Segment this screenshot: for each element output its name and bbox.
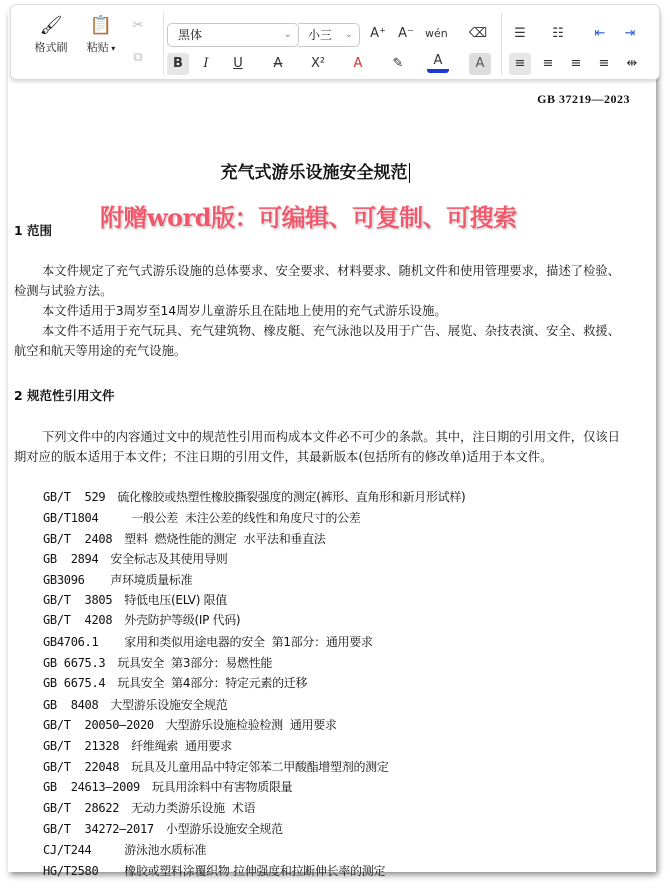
reference-item bbox=[43, 758, 389, 775]
reference-code: GB 8408 bbox=[43, 698, 99, 712]
align-center-icon[interactable]: ≡ bbox=[542, 56, 554, 71]
reference-title: 玩具安全 第3部分：易燃性能 bbox=[117, 656, 273, 670]
underline-icon[interactable]: U bbox=[233, 56, 243, 71]
highlight-icon[interactable]: ✎ bbox=[392, 56, 404, 71]
cut-icon[interactable]: ✂ bbox=[132, 18, 144, 33]
reference-item bbox=[43, 530, 326, 547]
italic-icon[interactable]: I bbox=[203, 56, 209, 71]
ribbon-toolbar bbox=[10, 4, 660, 80]
decrease-indent-icon[interactable]: ⇤ bbox=[594, 26, 606, 41]
reference-item bbox=[43, 820, 283, 837]
reference-item bbox=[43, 674, 307, 691]
reference-title: 特低电压(ELV) 限值 bbox=[124, 593, 227, 607]
pinyin-guide-icon[interactable]: wén bbox=[425, 27, 448, 40]
bold-icon[interactable]: B bbox=[167, 53, 189, 75]
reference-code: GB 6675.3 bbox=[43, 656, 106, 670]
text-effect-icon[interactable]: A bbox=[353, 56, 363, 71]
grow-font-icon[interactable]: A⁺ bbox=[370, 26, 386, 41]
reference-title: 玩具安全 第4部分：特定元素的迁移 bbox=[117, 676, 308, 690]
section-heading: 1 范围 bbox=[14, 223, 53, 238]
bullet-list-icon[interactable]: ☰ bbox=[514, 26, 526, 41]
reference-item bbox=[43, 571, 192, 588]
reference-code: GB/T 20050—2020 bbox=[43, 718, 154, 732]
font-name-value: 黑体 bbox=[178, 28, 203, 42]
reference-title: 游泳池水质标准 bbox=[124, 843, 207, 857]
standard-number: GB 37219—2023 bbox=[537, 92, 630, 106]
format-painter-button[interactable] bbox=[31, 13, 71, 55]
font-size-value: 小三 bbox=[308, 28, 333, 42]
reference-item bbox=[43, 550, 227, 567]
reference-item bbox=[43, 778, 292, 795]
reference-item bbox=[43, 611, 240, 628]
reference-title: 声环境质量标准 bbox=[110, 573, 193, 587]
reference-title: 大型游乐设施检验检测 通用要求 bbox=[165, 718, 337, 732]
reference-item bbox=[43, 737, 232, 754]
reference-code: HG/T2580 bbox=[43, 864, 113, 878]
reference-title: 橡胶或塑料涂覆织物 拉伸强度和拉断伸长率的测定 bbox=[124, 864, 386, 878]
strikethrough-icon[interactable]: A bbox=[273, 56, 283, 71]
align-right-icon[interactable]: ≡ bbox=[570, 56, 582, 71]
paragraph: 下列文件中的内容通过文中的规范性引用而构成本文件必不可少的条款。其中，注日期的引用文件，仅该日期对应的版本适用于本文件；不注日期的引用文件，其最新版本(包括所有的修改单)适用于本文件。 bbox=[14, 430, 620, 464]
paragraph: 本文件不适用于充气玩具、充气建筑物、橡皮艇、充气泳池以及用于广告、展览、杂技表演、安全、救援、航空和航天等用途的充气设施。 bbox=[14, 324, 620, 358]
reference-code: GB/T 28622 bbox=[43, 801, 120, 815]
section-heading: 2 规范性引用文件 bbox=[14, 388, 115, 403]
reference-code: GB/T 34272—2017 bbox=[43, 822, 154, 836]
justify-icon[interactable]: ≡ bbox=[598, 56, 610, 71]
reference-code: CJ/T244 bbox=[43, 843, 113, 857]
reference-title: 一般公差 未注公差的线性和角度尺寸的公差 bbox=[131, 511, 361, 525]
reference-item bbox=[43, 841, 206, 858]
reference-item bbox=[43, 633, 373, 650]
reference-item bbox=[43, 488, 465, 505]
align-left-icon[interactable]: ≡ bbox=[509, 53, 531, 75]
reference-title: 玩具用涂料中有害物质限量 bbox=[151, 780, 293, 794]
paste-button[interactable]: 📋 粘贴 ▾ bbox=[79, 13, 123, 55]
numbered-list-icon[interactable]: ☷ bbox=[552, 26, 564, 41]
reference-title: 塑料 燃烧性能的测定 水平法和垂直法 bbox=[124, 532, 326, 546]
font-name-select[interactable] bbox=[167, 23, 299, 47]
font-size-select[interactable] bbox=[298, 23, 360, 47]
reference-item bbox=[43, 862, 385, 879]
reference-title: 硫化橡胶或热塑性橡胶撕裂强度的测定(裤形、直角形和新月形试样) bbox=[117, 490, 466, 504]
paragraph: 本文件适用于3周岁至14周岁儿童游乐且在陆地上使用的充气式游乐设施。 bbox=[42, 304, 447, 318]
reference-code: GB/T1804 bbox=[43, 511, 120, 525]
chevron-down-icon: ⌄ bbox=[344, 29, 353, 40]
reference-code: GB/T 3805 bbox=[43, 593, 113, 607]
reference-title: 无动力类游乐设施 术语 bbox=[131, 801, 256, 815]
format-painter-label: 格式刷 bbox=[34, 41, 68, 54]
font-color-icon[interactable]: A bbox=[427, 53, 449, 73]
reference-item bbox=[43, 716, 337, 733]
document-title[interactable] bbox=[0, 158, 630, 183]
reference-title: 家用和类似用途电器的安全 第1部分：通用要求 bbox=[124, 635, 373, 649]
reference-code: GB/T 529 bbox=[43, 490, 106, 504]
chevron-down-icon: ⌄ bbox=[283, 29, 292, 40]
reference-code: GB 24613—2009 bbox=[43, 780, 140, 794]
shrink-font-icon[interactable]: A⁻ bbox=[398, 26, 414, 41]
clipboard-icon: 📋 bbox=[89, 15, 113, 36]
text-cursor bbox=[409, 163, 410, 183]
superscript-icon[interactable]: X² bbox=[310, 56, 326, 71]
reference-code: GB 2894 bbox=[43, 552, 99, 566]
increase-indent-icon[interactable]: ⇥ bbox=[624, 26, 636, 41]
reference-code: GB 6675.4 bbox=[43, 676, 106, 690]
copy-icon[interactable]: ⧉ bbox=[133, 50, 143, 65]
reference-title: 大型游乐设施安全规范 bbox=[110, 698, 228, 712]
reference-title: 小型游乐设施安全规范 bbox=[165, 822, 283, 836]
reference-title: 安全标志及其使用导则 bbox=[110, 552, 228, 566]
clear-format-icon[interactable]: ⌫ bbox=[468, 26, 488, 41]
char-shading-icon[interactable]: A bbox=[469, 53, 491, 75]
promo-watermark: 附赠word版：可编辑、可复制、可搜索 bbox=[100, 203, 517, 232]
reference-code: GB/T 22048 bbox=[43, 760, 120, 774]
distributed-icon[interactable]: ⇹ bbox=[626, 56, 638, 71]
reference-code: GB/T 4208 bbox=[43, 613, 113, 627]
reference-item bbox=[43, 654, 272, 671]
reference-item bbox=[43, 591, 227, 608]
reference-item bbox=[43, 696, 227, 713]
reference-title: 纤维绳索 通用要求 bbox=[131, 739, 232, 753]
reference-title: 外壳防护等级(IP 代码) bbox=[124, 613, 241, 627]
paragraph: 本文件规定了充气式游乐设施的总体要求、安全要求、材料要求、随机文件和使用管理要求，描述了检验、检测与试验方法。 bbox=[14, 264, 620, 298]
title-text: 充气式游乐设施安全规范 bbox=[220, 163, 408, 183]
reference-title: 玩具及儿童用品中特定邻苯二甲酸酯增塑剂的测定 bbox=[131, 760, 389, 774]
reference-code: GB3096 bbox=[43, 573, 99, 587]
format-painter-icon: 🖌 bbox=[39, 15, 63, 36]
reference-code: GB4706.1 bbox=[43, 635, 113, 649]
reference-code: GB/T 21328 bbox=[43, 739, 120, 753]
paste-label: 粘贴 bbox=[86, 41, 109, 54]
reference-item bbox=[43, 509, 361, 526]
reference-item bbox=[43, 799, 255, 816]
reference-code: GB/T 2408 bbox=[43, 532, 113, 546]
